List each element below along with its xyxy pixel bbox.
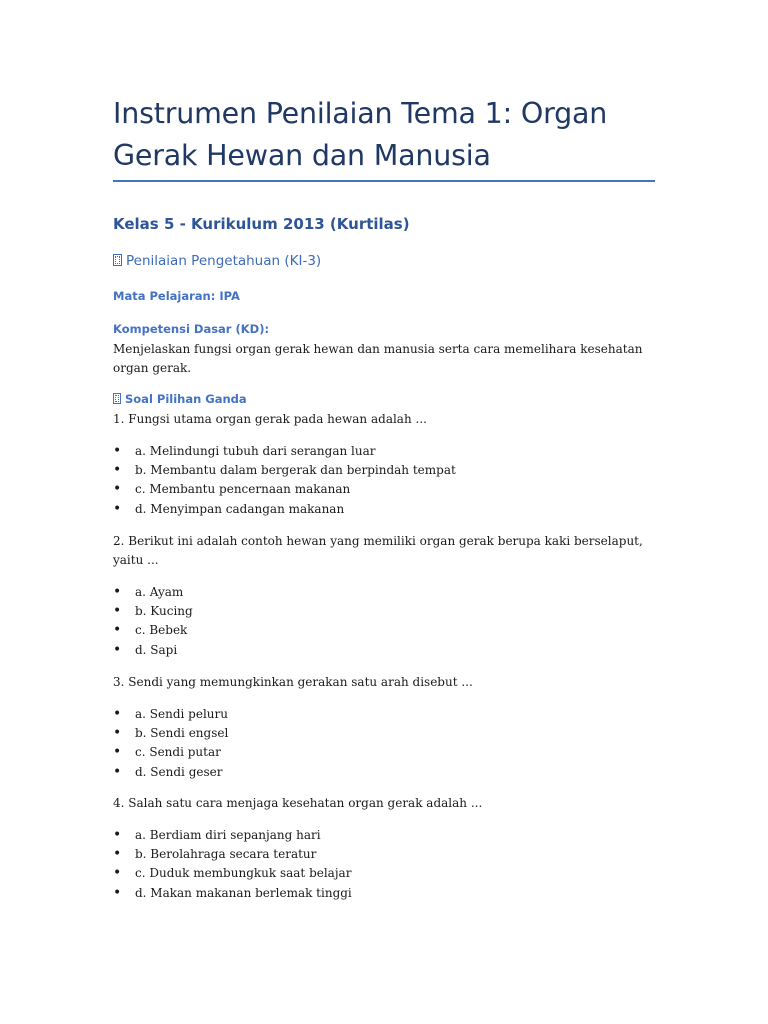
bullet-icon: • xyxy=(113,827,122,843)
bullet-icon: • xyxy=(113,622,122,639)
title-divider xyxy=(113,180,655,182)
option-item xyxy=(113,602,658,621)
bullet-icon: • xyxy=(113,725,122,742)
option-label: a. Sendi peluru xyxy=(135,707,228,721)
question-text: 3. Sendi yang memungkinkan gerakan satu arah disebut ... xyxy=(113,675,473,689)
option-item xyxy=(113,864,658,883)
option-item xyxy=(113,845,658,864)
option-item xyxy=(113,461,658,480)
option-item xyxy=(113,641,658,660)
bullet-icon: • xyxy=(113,443,122,459)
question-4 xyxy=(113,794,658,903)
question-3 xyxy=(113,673,658,782)
bullet-icon: • xyxy=(113,462,122,479)
multiple-choice-heading xyxy=(113,390,247,408)
option-label: b. Membantu dalam bergerak dan berpindah tempat xyxy=(135,463,456,478)
option-item xyxy=(113,724,658,743)
option-label: c. Bebek xyxy=(135,623,188,638)
option-item xyxy=(113,621,658,640)
option-label: c. Membantu pencernaan makanan xyxy=(135,482,351,497)
bullet-icon: • xyxy=(113,641,122,658)
option-item xyxy=(113,583,658,602)
option-item xyxy=(113,705,658,724)
option-label: a. Berdiam diri sepanjang hari xyxy=(135,828,321,842)
document-title: Instrumen Penilaian Tema 1: Organ Gerak Hewan dan Manusia xyxy=(113,97,608,172)
bullet-icon: • xyxy=(113,500,122,517)
question-text: 4. Salah satu cara menjaga kesehatan organ gerak adalah ... xyxy=(113,796,483,810)
option-label: d. Makan makanan berlemak tinggi xyxy=(135,885,352,900)
option-label: b. Kucing xyxy=(135,604,193,619)
option-label: d. Menyimpan cadangan makanan xyxy=(135,501,345,516)
option-item xyxy=(113,826,658,845)
assessment-heading-text: Penilaian Pengetahuan (KI-3) xyxy=(126,253,322,269)
option-label: a. Ayam xyxy=(135,585,184,599)
bullet-icon: • xyxy=(113,846,122,863)
kd-description: Menjelaskan fungsi organ gerak hewan dan manusia serta cara memelihara kesehatan organ gerak. xyxy=(113,342,643,375)
option-label: b. Sendi engsel xyxy=(135,726,229,741)
option-list xyxy=(113,442,658,519)
bullet-icon: • xyxy=(113,603,122,620)
option-label: d. Sapi xyxy=(135,642,178,657)
option-list xyxy=(113,583,658,660)
bullet-icon: • xyxy=(113,481,122,498)
option-list xyxy=(113,826,658,903)
option-label: a. Melindungi tubuh dari serangan luar xyxy=(135,444,376,458)
assessment-heading xyxy=(113,251,321,271)
option-label: c. Duduk membungkuk saat belajar xyxy=(135,866,352,881)
multiple-choice-heading-text: Soal Pilihan Ganda xyxy=(125,392,247,406)
question-2 xyxy=(113,532,658,660)
question-1 xyxy=(113,410,658,519)
option-list xyxy=(113,705,658,782)
bullet-icon: • xyxy=(113,706,122,722)
bullet-icon: • xyxy=(113,744,122,761)
option-item xyxy=(113,480,658,499)
option-label: b. Berolahraga secara teratur xyxy=(135,847,317,862)
subject-label: Mata Pelajaran: IPA xyxy=(113,289,240,303)
question-text: 1. Fungsi utama organ gerak pada hewan adalah ... xyxy=(113,412,427,426)
option-label: d. Sendi geser xyxy=(135,764,223,779)
missing-glyph-icon xyxy=(113,254,122,266)
bullet-icon: • xyxy=(113,584,122,600)
bullet-icon: • xyxy=(113,763,122,780)
option-label: c. Sendi putar xyxy=(135,745,221,760)
option-item xyxy=(113,743,658,762)
option-item xyxy=(113,442,658,461)
kd-label: Kompetensi Dasar (KD): xyxy=(113,322,270,336)
question-text: 2. Berikut ini adalah contoh hewan yang memiliki organ gerak berupa kaki berselaput, yaitu ... xyxy=(113,534,643,567)
option-item xyxy=(113,763,658,782)
missing-glyph-icon xyxy=(113,393,121,404)
option-item xyxy=(113,884,658,903)
bullet-icon: • xyxy=(113,884,122,901)
option-item xyxy=(113,500,658,519)
bullet-icon: • xyxy=(113,865,122,882)
class-heading: Kelas 5 - Kurikulum 2013 (Kurtilas) xyxy=(113,215,410,233)
